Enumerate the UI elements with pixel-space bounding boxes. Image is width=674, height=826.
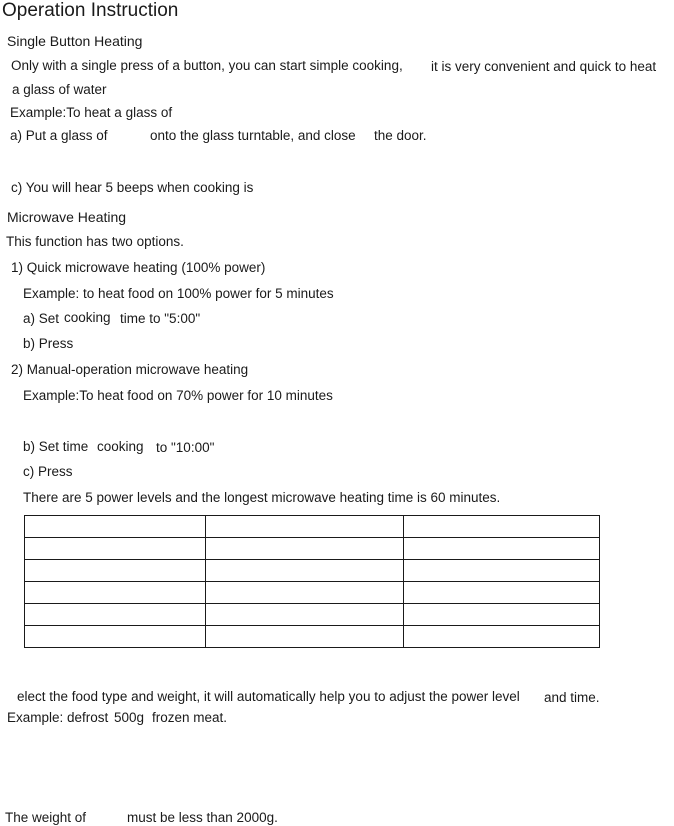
weight-limit-1: The weight of: [5, 810, 87, 825]
microwave-heading: Microwave Heating: [7, 209, 127, 225]
power-table-cell: [25, 560, 206, 582]
power-level-table: [24, 515, 600, 648]
manual-step-b-2: cooking: [97, 439, 144, 454]
quick-step-b: b) Press: [23, 336, 74, 351]
power-table-cell: [206, 516, 404, 538]
quick-heating-example: Example: to heat food on 100% power for 5 minutes: [23, 286, 334, 301]
manual-step-b-1: b) Set time: [23, 439, 89, 454]
manual-heating-title: 2) Manual-operation microwave heating: [11, 362, 249, 377]
power-table-cell: [25, 604, 206, 626]
single-intro-line-1b: it is very convenient and quick to heat: [431, 59, 657, 74]
power-table-cell: [404, 516, 600, 538]
power-table-cell: [206, 626, 404, 648]
single-step-a-3: the door.: [374, 128, 427, 143]
quick-heating-title: 1) Quick microwave heating (100% power): [11, 260, 266, 275]
quick-step-a-3: time to "5:00": [120, 311, 201, 326]
defrost-example-verb: defrost: [67, 710, 109, 725]
manual-step-b-3: to "10:00": [156, 440, 215, 455]
power-table-cell: [206, 582, 404, 604]
page-title: Operation Instruction: [2, 0, 179, 21]
power-table-cell: [404, 538, 600, 560]
power-table-cell: [206, 560, 404, 582]
single-step-a-1: a) Put a glass of: [10, 128, 108, 143]
power-table-cell: [25, 516, 206, 538]
single-intro-line-1a: Only with a single press of a button, you can start simple cooking,: [11, 58, 403, 73]
power-table-cell: [25, 626, 206, 648]
auto-defrost-line: elect the food type and weight, it will automatically help you to adjust the power level: [17, 689, 520, 704]
power-table-row: [25, 604, 600, 626]
quick-step-a-2: cooking: [64, 310, 111, 325]
weight-limit-2: must be less than 2000g.: [127, 810, 278, 825]
power-table-cell: [206, 604, 404, 626]
microwave-options: This function has two options.: [6, 234, 184, 249]
power-table-cell: [25, 582, 206, 604]
power-table-cell: [25, 538, 206, 560]
power-table-cell: [404, 582, 600, 604]
defrost-example-weight: 500g: [114, 710, 145, 725]
power-table-row: [25, 516, 600, 538]
power-table-row: [25, 626, 600, 648]
auto-defrost-line-end: and time.: [544, 690, 600, 705]
defrost-example-food: frozen meat.: [152, 710, 228, 725]
manual-step-c: c) Press: [23, 464, 73, 479]
power-table-cell: [404, 604, 600, 626]
power-table-row: [25, 582, 600, 604]
power-table-cell: [206, 538, 404, 560]
power-levels-note: There are 5 power levels and the longest microwave heating time is 60 minutes.: [23, 490, 501, 505]
power-table-row: [25, 538, 600, 560]
manual-heating-example: Example:To heat food on 70% power for 10 minutes: [23, 388, 333, 403]
quick-step-a-1: a) Set: [23, 311, 60, 326]
power-table-cell: [404, 560, 600, 582]
single-step-c: c) You will hear 5 beeps when cooking is: [11, 180, 254, 195]
single-step-a-2: onto the glass turntable, and close: [150, 128, 356, 143]
power-table-cell: [404, 626, 600, 648]
power-table-row: [25, 560, 600, 582]
single-button-heading: Single Button Heating: [7, 33, 143, 49]
defrost-example-label: Example:: [7, 710, 64, 725]
single-intro-line-2: a glass of water: [12, 82, 107, 97]
single-example: Example:To heat a glass of: [10, 105, 173, 120]
